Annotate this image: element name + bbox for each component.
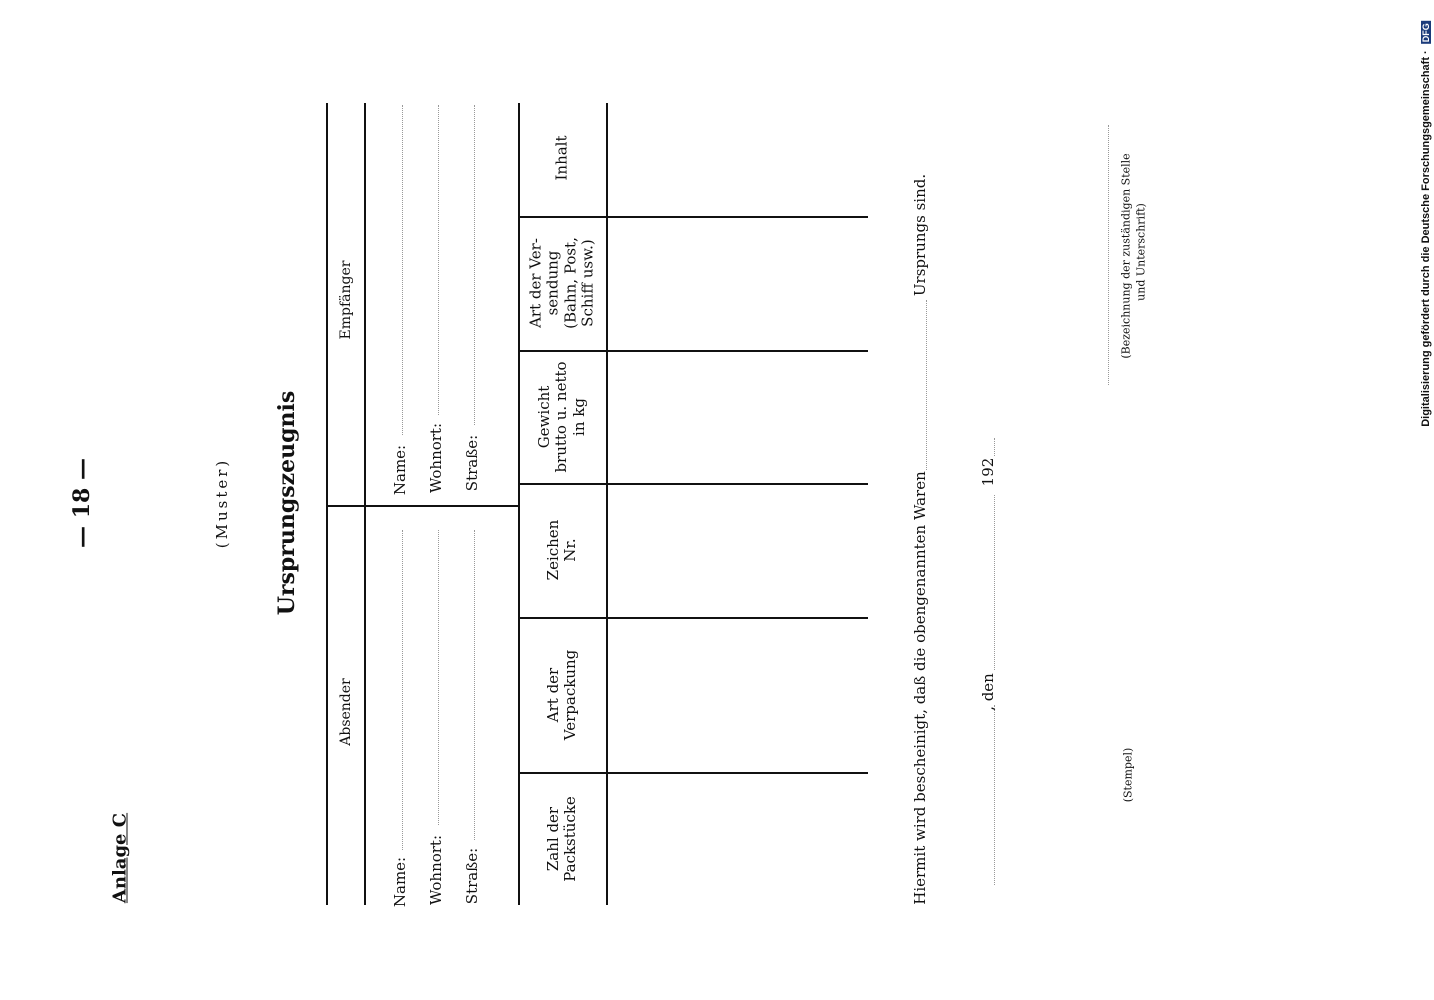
sender-strasse-field[interactable] xyxy=(474,530,475,840)
sender-wohnort-field[interactable] xyxy=(438,530,439,825)
signature-caption-line1: (Bezeichnung der zuständigen Stelle xyxy=(1119,153,1133,359)
party-table-divider xyxy=(326,505,518,507)
place-field[interactable] xyxy=(994,705,995,885)
goods-col-divider-5 xyxy=(518,216,868,218)
col-packages-header: Zahl der Packstücke xyxy=(543,796,579,882)
date-field[interactable] xyxy=(994,495,995,670)
recipient-wohnort-label: Wohnort: xyxy=(427,422,445,494)
goods-col-divider-4 xyxy=(518,350,868,352)
party-table-left-border xyxy=(326,103,328,905)
date-connector: , den xyxy=(979,673,997,711)
signature-caption-line2: und Unterschrift) xyxy=(1134,203,1148,301)
origin-field[interactable] xyxy=(926,300,927,470)
col-marks-header: Zeichen Nr. xyxy=(543,519,579,581)
col-contents-header: Inhalt xyxy=(552,135,571,181)
sample-label: (Muster) xyxy=(213,457,231,549)
digitization-note xyxy=(1420,21,1432,427)
party-table-header-line xyxy=(364,103,366,905)
recipient-strasse-label: Straße: xyxy=(463,434,481,492)
signature-line[interactable] xyxy=(1108,125,1109,385)
certification-text-end: Ursprungs sind. xyxy=(911,173,929,297)
col-weight-header: Gewicht brutto u. netto in kg xyxy=(535,361,588,473)
page-number: — 18 — xyxy=(69,458,95,548)
recipient-header: Empfänger xyxy=(338,260,354,340)
recipient-wohnort-field[interactable] xyxy=(438,105,439,415)
col-shipping-header: Art der Ver- sendung (Bahn, Post, Schiff usw.) xyxy=(526,237,597,329)
year-field[interactable] xyxy=(994,438,995,456)
goods-table-left-border xyxy=(518,103,520,905)
digitization-note-text: Digitalisierung gefördert durch die Deutsche Forschungsgemeinschaft · xyxy=(1420,50,1432,427)
sender-header: Absender xyxy=(338,678,354,746)
year-prefix: 192 xyxy=(979,457,997,487)
document-title: Ursprungszeugnis xyxy=(274,390,300,616)
goods-col-divider-1 xyxy=(518,772,868,774)
sender-name-field[interactable] xyxy=(402,530,403,850)
certification-text-start: Hiermit wird bescheinigt, daß die obengenannten Waren xyxy=(911,471,929,905)
stamp-label: (Stempel) xyxy=(1121,747,1135,803)
recipient-name-label: Name: xyxy=(391,444,409,496)
dfg-logo: DFG xyxy=(1421,23,1431,43)
recipient-strasse-field[interactable] xyxy=(474,105,475,425)
col-packaging-header: Art der Verpackung xyxy=(543,649,579,741)
goods-col-divider-2 xyxy=(518,617,868,619)
sender-wohnort-label: Wohnort: xyxy=(427,834,445,906)
sender-name-label: Name: xyxy=(391,856,409,908)
sender-strasse-label: Straße: xyxy=(463,847,481,905)
goods-col-divider-3 xyxy=(518,483,868,485)
goods-table-header-line xyxy=(606,103,608,905)
recipient-name-field[interactable] xyxy=(402,105,403,435)
annex-label: Anlage C xyxy=(109,812,131,904)
